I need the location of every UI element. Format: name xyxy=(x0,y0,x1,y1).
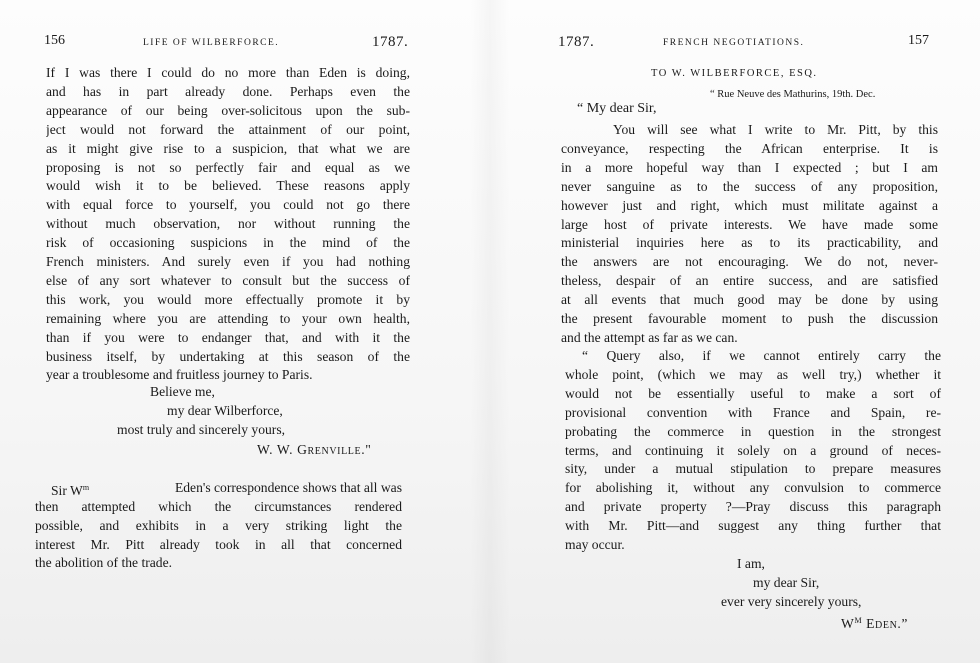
year-right: 1787. xyxy=(558,34,595,50)
text-line: year a troublesome and fruitless journey to Paris. xyxy=(46,367,313,383)
text-line: ject would not forward the attainment of our point, xyxy=(46,121,410,137)
letter-salutation: “ My dear Sir, xyxy=(577,101,657,116)
signature-eden-name: Eden.” xyxy=(862,616,909,631)
narrative-sup: m xyxy=(82,483,90,492)
text-line: and the attempt as far as we can. xyxy=(561,329,738,345)
text-line: ministerial inquiries here as to its practicability, and xyxy=(561,235,938,251)
text-line: interest Mr. Pitt already took in all that concerned xyxy=(35,536,402,552)
text-line: with Mr. Pitt—and suggest any thing further that xyxy=(565,518,941,534)
text-line: probating the commerce in question in the strongest xyxy=(565,423,941,439)
text-line: You will see what I write to Mr. Pitt, by this xyxy=(613,122,938,137)
text-line: would not be essentially useful to make a sort of xyxy=(565,385,941,401)
running-head-left: LIFE OF WILBERFORCE. xyxy=(143,38,280,48)
narrative-sir: Sir W xyxy=(51,483,83,498)
text-line: remaining where you are attending to your own health, xyxy=(46,310,410,326)
text-line: the abolition of the trade. xyxy=(35,555,173,571)
text-line: however just and right, which must militate against a xyxy=(561,197,938,213)
text-line: “ Query also, if we cannot entirely carry the xyxy=(582,348,941,363)
text-line: the answers are not encouraging. We do not, never- xyxy=(561,254,938,270)
text-line: sity, under a mutual stipulation to prepare measures xyxy=(565,461,941,477)
text-line: at all events that much good may be done by using xyxy=(561,292,938,308)
text-line: without much observation, nor without running the xyxy=(46,216,410,232)
signature-eden xyxy=(841,611,908,633)
text-line: provisional convention with France and Spain, re- xyxy=(565,404,941,420)
text-line: and private property ?—Pray discuss this paragraph xyxy=(565,499,941,515)
closing-yours: most truly and sincerely yours, xyxy=(117,422,286,437)
text-line: possible, and exhibits in a very striking light the xyxy=(35,517,402,533)
text-line: large host of private interests. We have made some xyxy=(561,216,938,232)
signature-eden-prefix: W xyxy=(841,616,855,631)
page-number-right: 157 xyxy=(908,33,929,48)
text-line: appearance of our being over-solicitous upon the sub- xyxy=(46,102,410,118)
text-line: and has in part already done. Perhaps even the xyxy=(46,83,410,99)
text-line: If I was there I could do no more than Eden is doing, xyxy=(46,65,410,80)
letter-heading: TO W. WILBERFORCE, ESQ. xyxy=(651,68,818,79)
text-line: never sanguine as to the success of any proposition, xyxy=(561,178,938,194)
year-left: 1787. xyxy=(372,34,409,50)
letter-address: “ Rue Neuve des Mathurins, 19th. Dec. xyxy=(710,89,876,100)
text-line: as it might give rise to a suspicion, that what we are xyxy=(46,140,410,156)
text-line: then attempted which the circumstances rendered xyxy=(35,499,402,514)
closing-believe: Believe me, xyxy=(150,384,215,399)
text-line: than if you were to endanger that, and with it the xyxy=(46,329,410,345)
closing-iam: I am, xyxy=(737,556,765,571)
text-line: business itself, by undertaking at this season of the xyxy=(46,348,410,364)
text-line: this work, you would more effectually promote it by xyxy=(46,291,410,307)
text-line: risk of occasioning suspicions in the mind of the xyxy=(46,235,410,251)
page-number-left: 156 xyxy=(44,33,65,48)
closing-dear-sir: my dear Sir, xyxy=(753,575,820,590)
signature-grenville: W. W. Grenville." xyxy=(257,442,372,457)
text-line: terms, and continuing it solely on a ground of neces- xyxy=(565,442,941,458)
text-line: conveyance, respecting the African enterprise. It is xyxy=(561,140,938,156)
text-line: whole point, (which we may as well try,) whether it xyxy=(565,366,941,382)
closing-dear: my dear Wilberforce, xyxy=(167,403,283,418)
text-line: French ministers. And surely even if you had nothing xyxy=(46,254,410,269)
text-line: the present favourable moment to push the discussion xyxy=(561,311,938,326)
right-page xyxy=(510,0,980,663)
book-gutter xyxy=(470,0,510,663)
text-line: may occur. xyxy=(565,537,625,552)
narrative-line-1-rest: Eden's correspondence shows that all was xyxy=(174,480,402,495)
text-line: would wish it to be believed. These reasons apply xyxy=(46,178,410,194)
signature-eden-sup: M xyxy=(854,616,863,625)
text-line: with equal force to yourself, you could not go there xyxy=(46,197,410,213)
text-line: for abolishing it, without any convulsion to commerce xyxy=(565,480,941,496)
text-line: proposing is not so perfectly fair and equal as we xyxy=(46,159,410,175)
closing-ever-yours: ever very sincerely yours, xyxy=(721,594,862,609)
running-head-right: FRENCH NEGOTIATIONS. xyxy=(663,38,805,48)
text-line: theless, despair of an entire success, and are satisfied xyxy=(561,273,938,289)
text-line: in a more hopeful way than I expected ; but I am xyxy=(561,159,938,175)
left-page xyxy=(0,0,470,663)
text-line: else of any sort whatever to consult but the success of xyxy=(46,272,410,288)
